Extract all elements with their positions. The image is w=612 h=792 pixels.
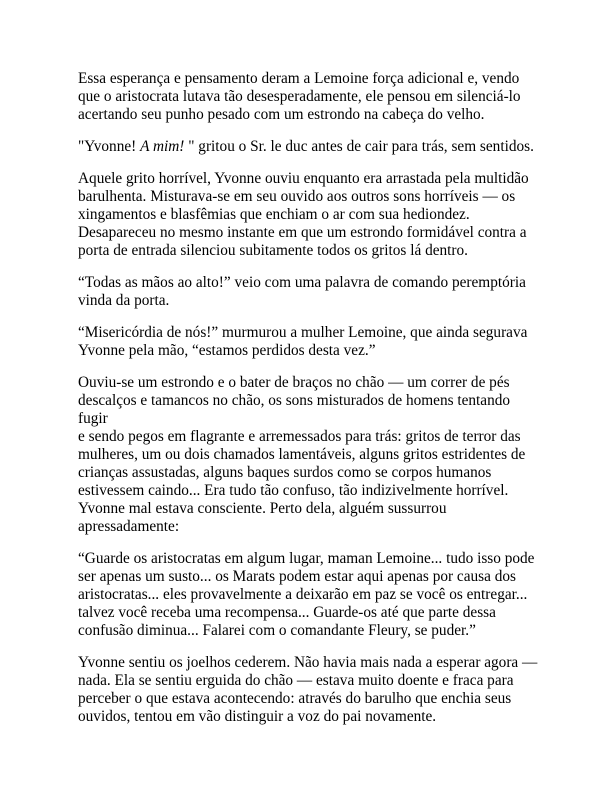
paragraph-7: “Guarde os aristocratas em algum lugar, maman Lemoine... tudo isso pode ser apenas um susto... os Marats podem estar aqui apenas por causa dos aristocratas... eles provavelmente a deixarão em paz se você os entregar... talvez você receba uma recompensa... Guarde-os até que parte dessa confusão diminua... Falarei com o comandante Fleury, se puder.” [78,550,535,639]
paragraph-2-text-start: "Yvonne! [78,138,141,155]
paragraph-2-italic-text: A mim! [140,138,185,155]
paragraph-1: Essa esperança e pensamento deram a Lemoine força adicional e, vendo que o aristocrata lutava tão desesperadamente, ele pensou em silenciá-lo acertando seu punho pesado com um estrondo na cabeça do velho. [78,70,521,123]
paragraph-5: “Misericórdia de nós!” murmurou a mulher Lemoine, que ainda segurava Yvonne pela mão, “estamos perdidos desta vez.” [78,324,528,359]
paragraph-6: Ouviu-se um estrondo e o bater de braços no chão — um correr de pés descalços e tamancos no chão, os sons misturados de homens tentando fugir e sendo pegos em flagrante e arremessados para trás: gritos de terror das mulheres, um ou dois chamados lamentáveis, alguns gritos estridentes de crianças assustadas, alguns baques surdos como se corpos humanos estivessem caindo... Era tudo tão confuso, tão indizivelmente horrível. Yvonne mal estava consciente. Perto dela, alguém sussurrou apressadamente: [78,374,526,535]
paragraph-4: “Todas as mãos ao alto!” veio com uma palavra de comando peremptória vinda da porta. [78,274,526,309]
paragraph-8: Yvonne sentiu os joelhos cederem. Não havia mais nada a esperar agora — nada. Ela se sentiu erguida do chão — estava muito doente e fraca para perceber o que estava acontecendo: através do barulho que enchia seus ouvidos, tentou em vão distinguir a voz do pai novamente. [78,654,538,725]
paragraph-3: Aquele grito horrível, Yvonne ouviu enquanto era arrastada pela multidão barulhenta. Misturava-se em seu ouvido aos outros sons horríveis — os xingamentos e blasfêmias que enchiam o ar com sua hediondez. Desapareceu no mesmo instante em que um estrondo formidável contra a porta de entrada silenciou subitamente todos os gritos lá dentro. [78,170,529,259]
document-page [78,70,540,740]
paragraph-2-text-end: " gritou o Sr. le duc antes de cair para trás, sem sentidos. [184,138,534,155]
paragraph-2 [78,138,540,156]
